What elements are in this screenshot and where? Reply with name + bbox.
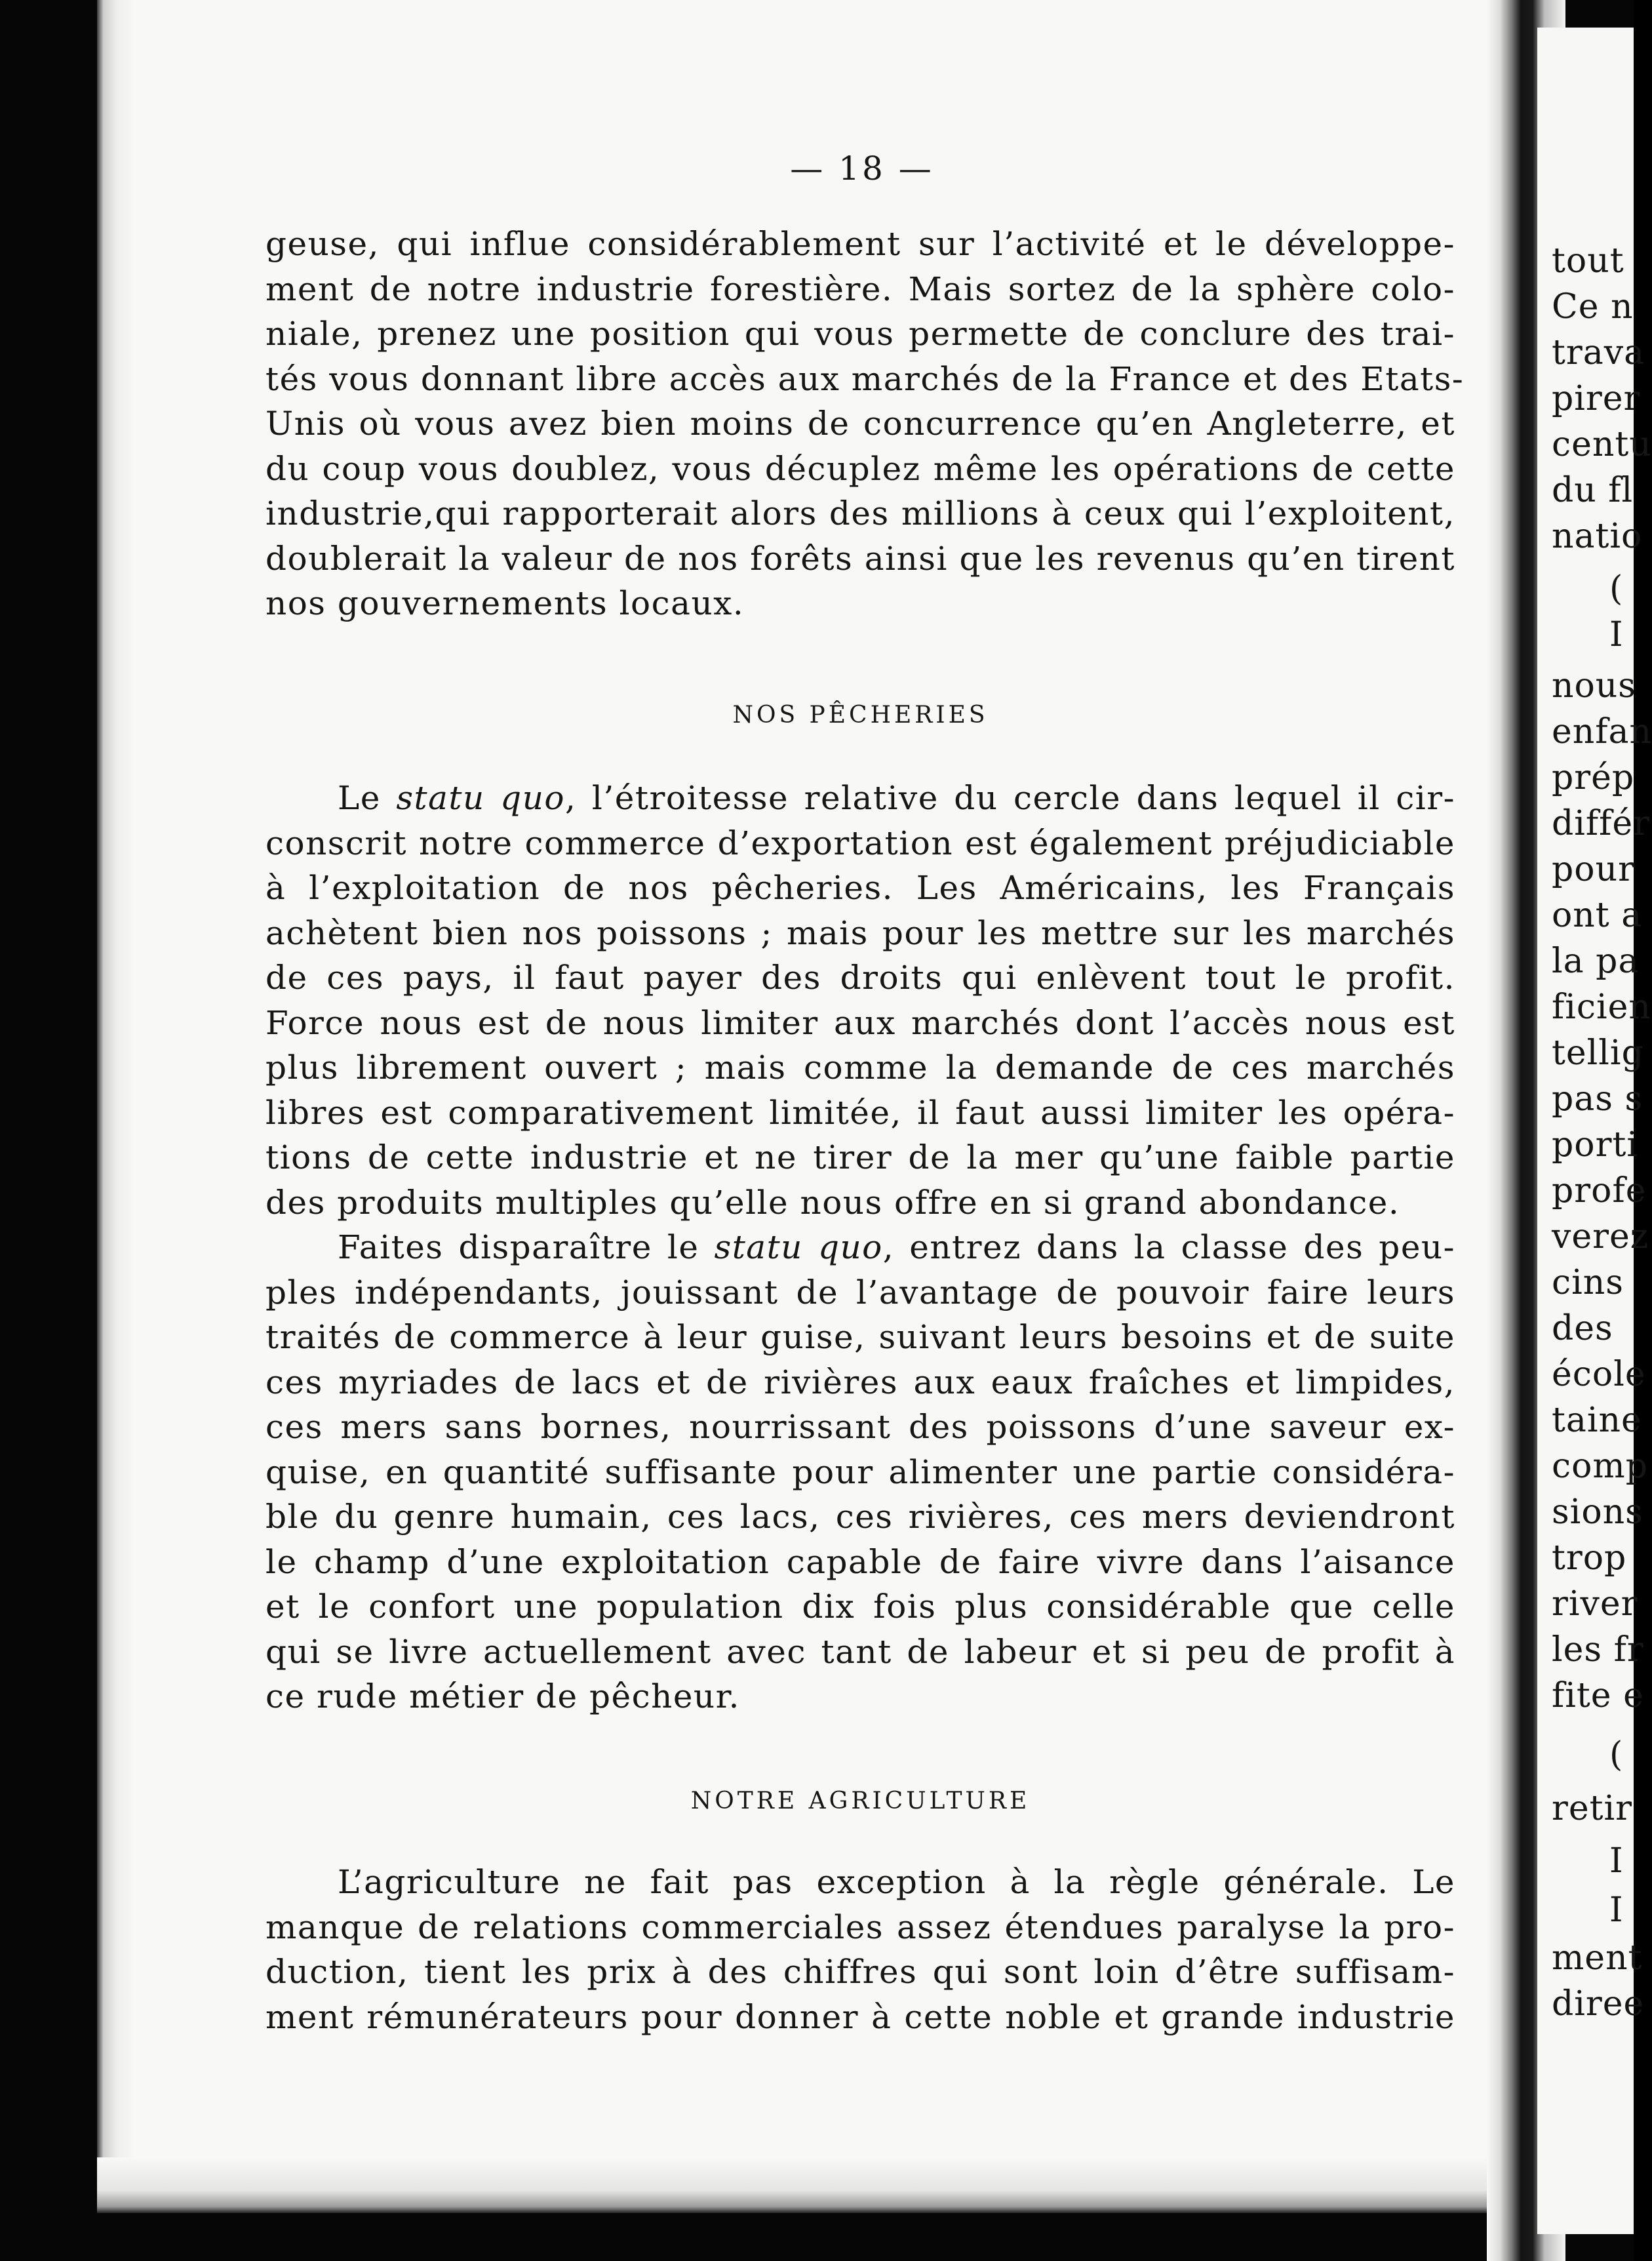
text-line: le champ d’une exploitation capable de faire vivre dans l’aisance	[266, 1542, 1455, 1581]
text-line: qui se livre actuellement avec tant de labeur et si peu de profit à	[266, 1632, 1455, 1671]
facing-line: prép	[1552, 758, 1635, 797]
facing-line: des	[1552, 1309, 1613, 1348]
text-line: et le confort une population dix fois plus considérable que celle	[266, 1588, 1455, 1626]
text-span: Faites disparaître le	[338, 1228, 715, 1266]
text-line: libres est comparativement limitée, il faut aussi limiter les opéra-	[266, 1093, 1455, 1132]
facing-line: (	[1609, 1735, 1624, 1774]
facing-line: tellig	[1552, 1033, 1644, 1073]
facing-line: natio	[1552, 517, 1643, 556]
text-span: Le	[338, 779, 397, 817]
facing-line: river	[1552, 1584, 1638, 1624]
intro-paragraph	[266, 222, 1465, 626]
facing-line: porti	[1552, 1125, 1638, 1165]
facing-line: école	[1552, 1355, 1646, 1394]
text-line: de ces pays, il faut payer des droits qui enlèvent tout le profit.	[266, 959, 1455, 997]
text-line: manque de relations commerciales assez étendues paralyse la pro-	[266, 1908, 1455, 1946]
text-line: ble du genre humain, ces lacs, ces rivières, ces mers deviendront	[266, 1498, 1455, 1536]
text-line: nos gouvernements locaux.	[266, 584, 745, 622]
facing-line: (	[1609, 569, 1624, 609]
facing-line: comp	[1552, 1447, 1649, 1486]
facing-line: enfan	[1552, 712, 1652, 751]
text-line: niale, prenez une position qui vous permette de conclure des trai-	[266, 315, 1455, 353]
text-line: à l’exploitation de nos pêcheries. Les Américains, les Français	[266, 869, 1455, 907]
facing-line: verez	[1552, 1217, 1649, 1256]
text-line: duction, tient les prix à des chiffres qui sont loin d’être suffisam-	[266, 1953, 1455, 1991]
facing-line: I	[1609, 1891, 1624, 1930]
text-line: tés vous donnant libre accès aux marchés de la France et des Etats-	[266, 359, 1465, 398]
text-line: plus librement ouvert ; mais comme la demande de ces marchés	[266, 1049, 1455, 1087]
text-line: Unis où vous avez bien moins de concurrence qu’en Angleterre, et	[266, 405, 1455, 443]
text-line: Force nous est de nous limiter aux marchés dont l’accès nous est	[266, 1003, 1455, 1042]
facing-line: trop	[1552, 1538, 1627, 1578]
agriculture-paragraph	[266, 1860, 1455, 2039]
text-line: ples indépendants, jouissant de l’avantage de pouvoir faire leurs	[266, 1273, 1455, 1311]
page-edge-shadow	[97, 0, 135, 2213]
facing-line: profe	[1552, 1171, 1647, 1211]
text-line: doublerait la valeur de nos forêts ainsi que les revenus qu’en tirent	[266, 539, 1455, 578]
pecheries-paragraph-1	[266, 776, 1455, 1225]
text-span: , entrez dans la classe des peu-	[882, 1228, 1456, 1266]
facing-line: I	[1609, 1841, 1624, 1881]
text-line: L’agriculture ne fait pas exception à la règle générale. Le	[338, 1863, 1455, 1901]
text-line: geuse, qui influe considérablement sur l’activité et le développe-	[266, 225, 1455, 263]
facing-line: sions	[1552, 1492, 1643, 1532]
text-line: ce rude métier de pêcheur.	[266, 1677, 740, 1715]
facing-line: retir	[1552, 1789, 1633, 1828]
text-span: , l’étroitesse relative du cercle dans lequel il cir-	[565, 779, 1455, 817]
facing-line: pour	[1552, 850, 1635, 889]
facing-page	[1537, 28, 1652, 2234]
text-line: du coup vous doublez, vous décuplez même les opérations de cette	[266, 449, 1455, 488]
text-line: ces myriades de lacs et de rivières aux eaux fraîches et limpides,	[266, 1363, 1455, 1401]
text-line: traités de commerce à leur guise, suivant leurs besoins et de suite	[266, 1318, 1455, 1356]
facing-line: nous	[1552, 666, 1636, 706]
pecheries-paragraph-2	[266, 1225, 1455, 1719]
text-line: achètent bien nos poissons ; mais pour les mettre sur les marchés	[266, 913, 1455, 952]
facing-line: tout	[1552, 241, 1624, 281]
text-line: tions de cette industrie et ne tirer de la mer qu’une faible partie	[266, 1138, 1455, 1176]
text-line: des produits multiples qu’elle nous offre en si grand abondance.	[266, 1183, 1400, 1222]
section-heading-pecheries: NOS PÊCHERIES	[732, 702, 989, 729]
text-line: quise, en quantité suffisante pour alimenter une partie considéra-	[266, 1452, 1455, 1491]
text-line: ces mers sans bornes, nourrissant des poissons d’une saveur ex-	[266, 1408, 1455, 1446]
facing-line: ment	[1552, 1938, 1643, 1978]
facing-line: la pa	[1552, 942, 1640, 981]
facing-line: I	[1609, 615, 1624, 654]
italic-term: statu quo	[714, 1228, 883, 1266]
facing-line: ont a	[1552, 896, 1643, 935]
text-line: ment rémunérateurs pour donner à cette noble et grande industrie	[266, 1997, 1455, 2036]
text-line: conscrit notre commerce d’exportation est également préjudiciable	[266, 824, 1455, 862]
facing-line: trava	[1552, 333, 1645, 372]
facing-line: pas s	[1552, 1079, 1643, 1119]
facing-line: centu	[1552, 425, 1652, 464]
facing-line: cins	[1552, 1263, 1624, 1302]
facing-line: différ	[1552, 804, 1651, 843]
text-line: industrie,qui rapporterait alors des millions à ceux qui l’exploitent,	[266, 494, 1455, 532]
facing-line: les fr	[1552, 1630, 1644, 1670]
section-heading-agriculture: NOTRE AGRICULTURE	[690, 1788, 1031, 1814]
facing-line: fite e	[1552, 1676, 1644, 1715]
facing-line: diree	[1552, 1984, 1645, 2024]
text-line	[266, 776, 1455, 821]
facing-line: Ce n	[1552, 287, 1634, 327]
facing-line: pirer	[1552, 379, 1641, 418]
text-line	[266, 1225, 1455, 1270]
page-number: — 18 —	[790, 150, 934, 188]
page-bottom-shadow	[97, 2157, 1516, 2213]
facing-line: ficien	[1552, 988, 1651, 1027]
italic-term: statu quo	[396, 779, 565, 817]
facing-line: taine	[1552, 1401, 1642, 1440]
text-line: ment de notre industrie forestière. Mais sortez de la sphère colo-	[266, 270, 1455, 308]
facing-line: du fl	[1552, 471, 1634, 510]
